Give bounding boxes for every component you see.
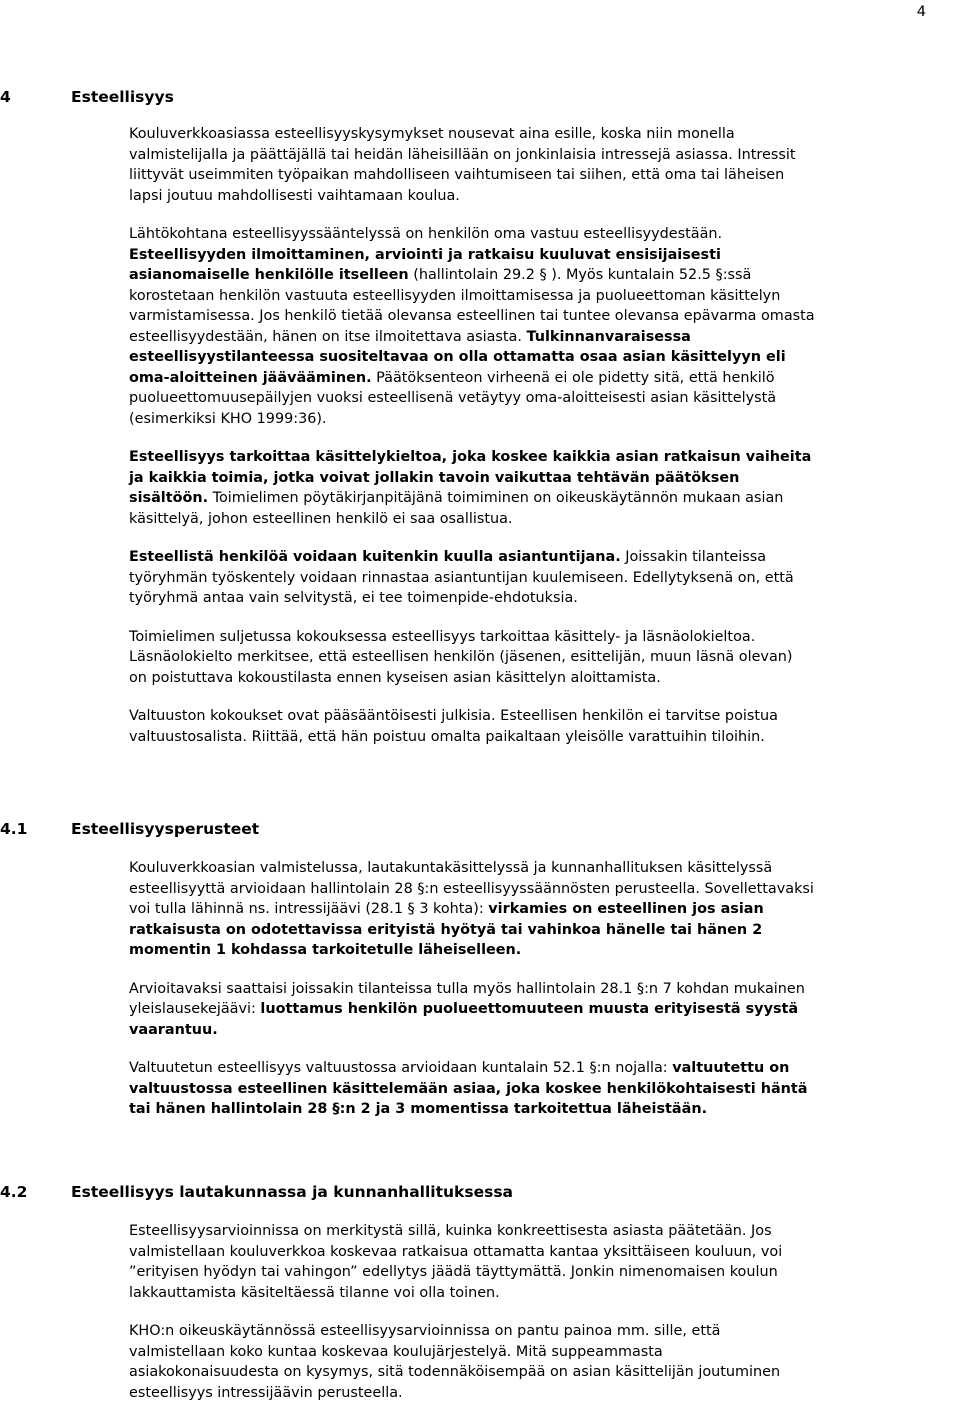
section-title: Esteellisyys	[71, 88, 174, 106]
text: valmistellaan kouluverkkoa koskevaa ratkaisua ottamatta kantaa yksittäiseen kouluun, voi	[129, 1243, 783, 1260]
text-line	[129, 979, 959, 1000]
text: Toimielimen pöytäkirjanpitäjänä toimiminen on oikeuskäytännön mukaan asian	[208, 490, 784, 506]
text-line	[129, 488, 959, 509]
text-line	[129, 858, 959, 879]
text: esteellisyyttä arvioidaan hallintolain 28 §:n esteellisyyssäännösten perusteella. Sovellettavaksi	[129, 880, 814, 897]
text-line	[129, 245, 959, 266]
paragraph	[129, 547, 959, 609]
text: esteellisyys intressijäävin perusteella.	[129, 1384, 403, 1401]
text: Valtuutetun esteellisyys valtuustossa arvioidaan kuntalain 52.1 §:n nojalla:	[129, 1060, 673, 1076]
bold-text: vaarantuu.	[129, 1021, 218, 1038]
bold-text: virkamies on esteellinen jos asian	[488, 901, 764, 917]
text-line	[129, 388, 959, 409]
text-line	[129, 1342, 959, 1363]
text-line	[129, 920, 959, 941]
text-line	[129, 1221, 959, 1242]
section-body-4	[129, 124, 959, 765]
text-line	[129, 165, 959, 186]
text: voi tulla lähinnä ns. intressijäävi (28.1 § 3 kohta):	[129, 901, 489, 917]
text-line	[129, 1058, 959, 1079]
text: valmistelijalla ja päättäjällä tai heidän läheisillään on jonkinlaisia intressejä asiassa. Intressit	[129, 146, 796, 163]
paragraph	[129, 447, 959, 529]
page-number: 4	[916, 4, 926, 20]
text: esteellisyydestään, hänen on itse ilmoitettava asiasta.	[129, 328, 527, 345]
text: työryhmän työskentely voidaan rinnastaa asiantuntijan kuulemiseen. Edellytyksenä on, että	[129, 569, 794, 586]
paragraph	[129, 1058, 959, 1120]
text-line	[129, 1362, 959, 1383]
bold-text: momentin 1 kohdassa tarkoitetulle läheiselleen.	[129, 942, 522, 958]
text-line	[129, 706, 959, 727]
paragraph	[129, 858, 959, 961]
text-line	[129, 1079, 959, 1100]
text-line	[129, 186, 959, 207]
text-line	[129, 224, 959, 245]
section-body-4-1	[129, 858, 959, 1138]
bold-text: ratkaisusta on odotettavissa erityistä hyötyä tai vahinkoa hänelle tai hänen 2	[129, 921, 763, 938]
text-line	[129, 1321, 959, 1342]
text-line	[129, 409, 959, 430]
text: (hallintolain 29.2 § ). Myös kuntalain 52.5 §:ssä	[408, 267, 752, 283]
text: Kouluverkkoasiassa esteellisyyskysymykset nousevat aina esille, koska niin monella	[129, 126, 735, 142]
text: käsittelyä, johon esteellinen henkilö ei saa osallistua.	[129, 510, 513, 527]
text-line	[129, 647, 959, 668]
bold-text: Esteellisyyden ilmoittaminen, arviointi ja ratkaisu kuuluvat ensisijaisesti	[129, 246, 721, 263]
text-line	[129, 468, 959, 489]
bold-text: Esteellisyys tarkoittaa käsittelykieltoa, joka koskee kaikkia asian ratkaisun vaiheita	[129, 449, 812, 465]
bold-text: Tulkinnanvaraisessa	[526, 328, 691, 345]
text-line	[129, 347, 959, 368]
text-line	[129, 999, 959, 1020]
bold-text: oma-aloitteinen jäävääminen.	[129, 369, 372, 386]
section-heading-4-2	[0, 1182, 513, 1203]
text: Arvioitavaksi saattaisi joissakin tilanteissa tulla myös hallintolain 28.1 §:n 7 kohdan mukainen	[129, 980, 805, 997]
bold-text: tai hänen hallintolain 28 §:n 2 ja 3 momentissa tarkoitettua läheistään.	[129, 1101, 708, 1117]
text-line	[129, 668, 959, 689]
text: korostetaan henkilön vastuuta esteellisyyden ilmoittamisessa ja puolueettoman käsittelyn	[129, 287, 781, 304]
text: työryhmä antaa vain selvitystä, ei tee toimenpide-ehdotuksia.	[129, 590, 578, 606]
bold-text: valtuutettu on	[672, 1060, 790, 1076]
text: Esteellisyysarvioinnissa on merkitystä sillä, kuinka konkreettisesta asiasta päätetään. Jos	[129, 1223, 772, 1239]
text-line	[129, 509, 959, 530]
text: Joissakin tilanteissa	[620, 549, 767, 565]
text: valtuustosalista. Riittää, että hän poistuu omalta paikaltaan yleisölle varattuihin tiloihin.	[129, 728, 765, 745]
text: yleislausekejäävi:	[129, 1001, 261, 1017]
text-line	[129, 547, 959, 568]
bold-text: sisältöön.	[129, 490, 209, 506]
bold-text: luottamus henkilön puolueettomuuteen muusta erityisestä syystä	[260, 1001, 799, 1017]
text-line	[129, 124, 959, 145]
section-heading-4	[0, 87, 174, 108]
text: valmistellaan koko kuntaa koskevaa koulujärjestelyä. Mitä suppeammasta	[129, 1343, 663, 1360]
text-line	[129, 1283, 959, 1304]
text-line	[129, 940, 959, 961]
section-number: 4.2	[0, 1183, 28, 1201]
text-line	[129, 1242, 959, 1263]
text-line	[129, 1262, 959, 1283]
text-line	[129, 368, 959, 389]
text: Valtuuston kokoukset ovat pääsääntöisesti julkisia. Esteellisen henkilön ei tarvitse poistua	[129, 708, 778, 724]
text-line	[129, 286, 959, 307]
paragraph	[129, 1221, 959, 1303]
bold-text: valtuustossa esteellinen käsittelemään asiaa, joka koskee henkilökohtaisesti häntä	[129, 1080, 808, 1097]
text: on poistuttava kokoustilasta ennen kyseisen asian käsittelyn aloittamista.	[129, 669, 661, 686]
text: Läsnäolokielto merkitsee, että esteellisen henkilön (jäsenen, esittelijän, muun läsnä olevan)	[129, 649, 793, 665]
section-heading-4-1	[0, 819, 259, 840]
text: varmistamisessa. Jos henkilö tietää olevansa esteellinen tai tuntee olevansa epävarma omasta	[129, 308, 815, 324]
section-title: Esteellisyysperusteet	[71, 820, 260, 838]
text-line	[129, 1020, 959, 1041]
text: (esimerkiksi KHO 1999:36).	[129, 410, 327, 427]
text: Lähtökohtana esteellisyyssääntelyssä on henkilön oma vastuu esteellisyydestään.	[129, 226, 723, 242]
text-line	[129, 588, 959, 609]
text: Kouluverkkoasian valmistelussa, lautakuntakäsittelyssä ja kunnanhallituksen käsittelyssä	[129, 860, 773, 876]
paragraph	[129, 224, 959, 429]
bold-text: asianomaiselle henkilölle itselleen	[129, 267, 409, 283]
bold-text: Esteellistä henkilöä voidaan kuitenkin kuulla asiantuntijana.	[129, 549, 621, 565]
text: puolueettomuusepäilyjen vuoksi esteellisenä vetäytyy oma-aloitteisesti asian käsittelystä	[129, 390, 777, 406]
paragraph	[129, 627, 959, 689]
text-line	[129, 145, 959, 166]
text: lakkauttamista käsiteltäessä tilanne voi olla toinen.	[129, 1284, 500, 1301]
text: asiakokonaisuudesta on kysymys, sitä todennäköisempää on asian käsittelijän joutuminen	[129, 1364, 781, 1380]
section-number: 4.1	[0, 820, 28, 838]
text-line	[129, 306, 959, 327]
bold-text: ja kaikkia toimia, jotka voivat jollakin tavoin vaikuttaa tehtävän päätöksen	[129, 469, 740, 486]
text-line	[129, 727, 959, 748]
text-line	[129, 879, 959, 900]
text: Päätöksenteon virheenä ei ole pidetty sitä, että henkilö	[371, 369, 775, 386]
section-title: Esteellisyys lautakunnassa ja kunnanhallituksessa	[71, 1183, 514, 1201]
text: ”erityisen hyödyn tai vahingon” edellytys jäädä täyttymättä. Jonkin nimenomaisen koulun	[129, 1264, 778, 1280]
text-line	[129, 327, 959, 348]
text-line	[129, 447, 959, 468]
bold-text: esteellisyystilanteessa suositeltavaa on olla ottamatta osaa asian käsittelyyn eli	[129, 349, 786, 365]
text: Toimielimen suljetussa kokouksessa esteellisyys tarkoittaa käsittely- ja läsnäolokieltoa.	[129, 628, 756, 645]
text-line	[129, 627, 959, 648]
text-line	[129, 1383, 959, 1404]
paragraph	[129, 706, 959, 747]
paragraph	[129, 124, 959, 206]
text-line	[129, 899, 959, 920]
text-line	[129, 265, 959, 286]
text: liittyvät useimmiten työpaikan mahdolliseen vaihtumiseen tai siihen, että oma tai läheisen	[129, 167, 785, 183]
section-body-4-2	[129, 1221, 959, 1421]
text-line	[129, 1099, 959, 1120]
text: lapsi joutuu mahdollisesti vaihtamaan koulua.	[129, 187, 460, 204]
section-number: 4	[0, 88, 11, 106]
text: KHO:n oikeuskäytännössä esteellisyysarvioinnissa on pantu painoa mm. sille, että	[129, 1323, 721, 1339]
text-line	[129, 568, 959, 589]
paragraph	[129, 979, 959, 1041]
paragraph	[129, 1321, 959, 1403]
